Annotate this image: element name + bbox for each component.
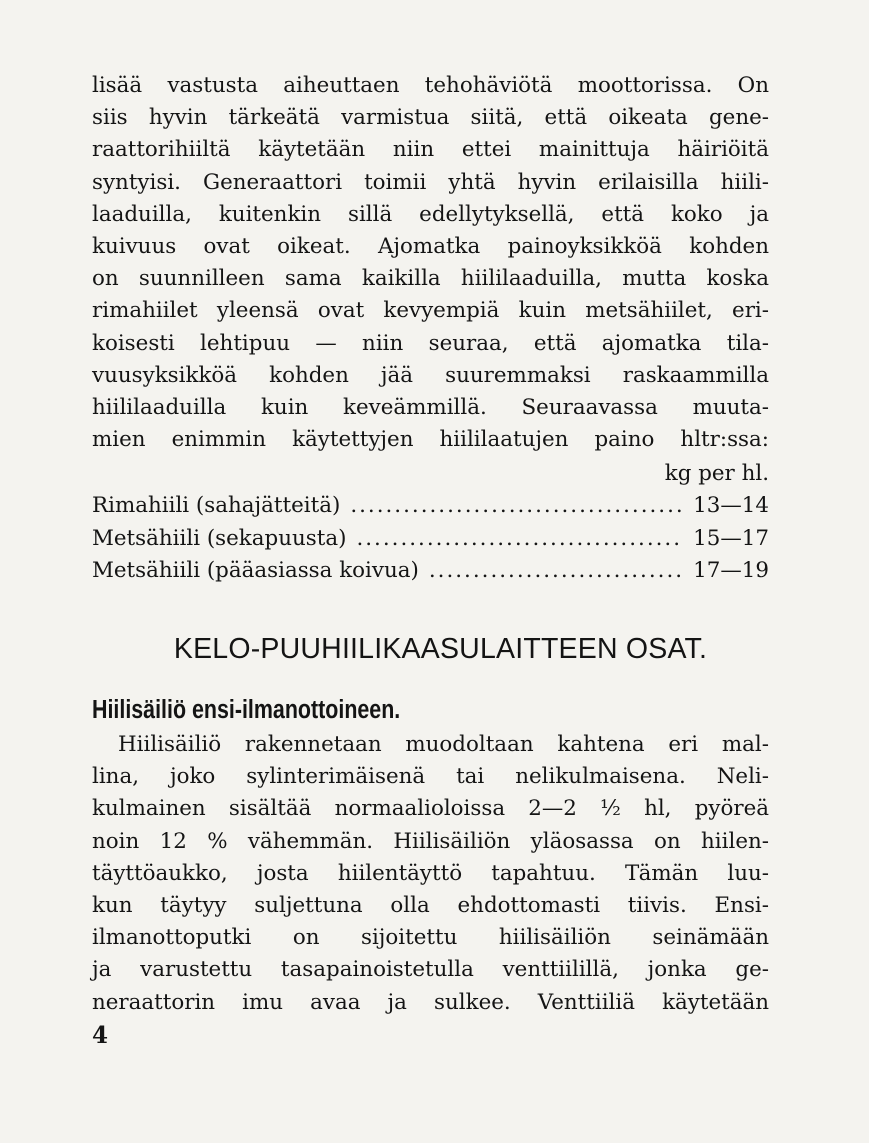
text-line: koisesti lehtipuu — niin seuraa, että ajomatka tila- (92, 330, 769, 356)
text-line: raattorihiiltä käytetään niin ettei mainittuja häiriöitä (92, 137, 769, 163)
text-line: ja varustettu tasapainoistetulla venttiilillä, jonka ge- (92, 957, 769, 983)
text-line: kulmainen sisältää normaalioloissa 2—2 ½ hl, pyöreä (92, 796, 769, 822)
table-row (92, 523, 769, 555)
charcoal-weight-table (92, 458, 769, 587)
table-row (92, 490, 769, 522)
text-line: on suunnilleen sama kaikilla hiililaaduilla, mutta koska (92, 266, 769, 292)
text-line: Hiilisäiliö rakennetaan muodoltaan kahtena eri mal- (118, 732, 769, 757)
table-row-value: 15—17 (693, 525, 769, 551)
text-line: lina, joko sylinterimäisenä tai nelikulmaisena. Neli- (92, 764, 769, 790)
intro-paragraph (92, 70, 769, 456)
table-row-value: 17—19 (693, 557, 769, 583)
text-line: mien enimmin käytettyjen hiililaatujen paino hltr:ssa: (92, 427, 769, 453)
text-line: hiililaaduilla kuin keveämmillä. Seuraavassa muuta- (92, 394, 769, 420)
text-line: lisää vastusta aiheuttaen tehohäviötä moottorissa. On (92, 73, 769, 98)
table-row (92, 555, 769, 587)
dot-leader (429, 555, 683, 587)
table-row-label: Rimahiili (sahajätteitä) (92, 493, 341, 519)
text-line: kuivuus ovat oikeat. Ajomatka painoyksikköä kohden (92, 233, 769, 259)
text-line: noin 12 % vähemmän. Hiilisäiliön yläosassa on hiilen- (92, 828, 769, 854)
text-line: rimahiilet yleensä ovat kevyempiä kuin metsähiilet, eri- (92, 298, 769, 324)
text-line: siis hyvin tärkeätä varmistua siitä, että oikeata gene- (92, 105, 769, 131)
table-row-label: Metsähiili (sekapuusta) (92, 525, 347, 551)
table-row-value: 13—14 (693, 493, 769, 519)
text-line: syntyisi. Generaattori toimii yhtä hyvin erilaisilla hiili- (92, 169, 769, 195)
table-unit-header: kg per hl. (664, 461, 769, 487)
body-paragraph (92, 729, 769, 1019)
dot-leader (350, 490, 683, 522)
text-line: neraattorin imu avaa ja sulkee. Venttiiliä käytetään (92, 989, 769, 1015)
subheading: Hiilisäiliö ensi-ilmanottoineen. (92, 696, 401, 724)
text-line: ilmanottoputki on sijoitettu hiilisäiliön seinämään (92, 925, 769, 951)
text-line: kun täytyy suljettuna olla ehdottomasti tiivis. Ensi- (92, 892, 769, 918)
page-content (92, 70, 769, 1019)
section-title: KELO-PUUHIILIKAASULAITTEEN OSAT. (173, 633, 708, 665)
table-row-label: Metsähiili (pääasiassa koivua) (92, 557, 419, 583)
text-line: täyttöaukko, josta hiilentäyttö tapahtuu. Tämän luu- (92, 860, 769, 886)
text-line: laaduilla, kuitenkin sillä edellytyksellä, että koko ja (92, 201, 769, 227)
dot-leader (356, 523, 683, 555)
text-line: vuusyksikköä kohden jää suuremmaksi raskaammilla (92, 362, 769, 388)
page-number: 4 (92, 1022, 109, 1049)
